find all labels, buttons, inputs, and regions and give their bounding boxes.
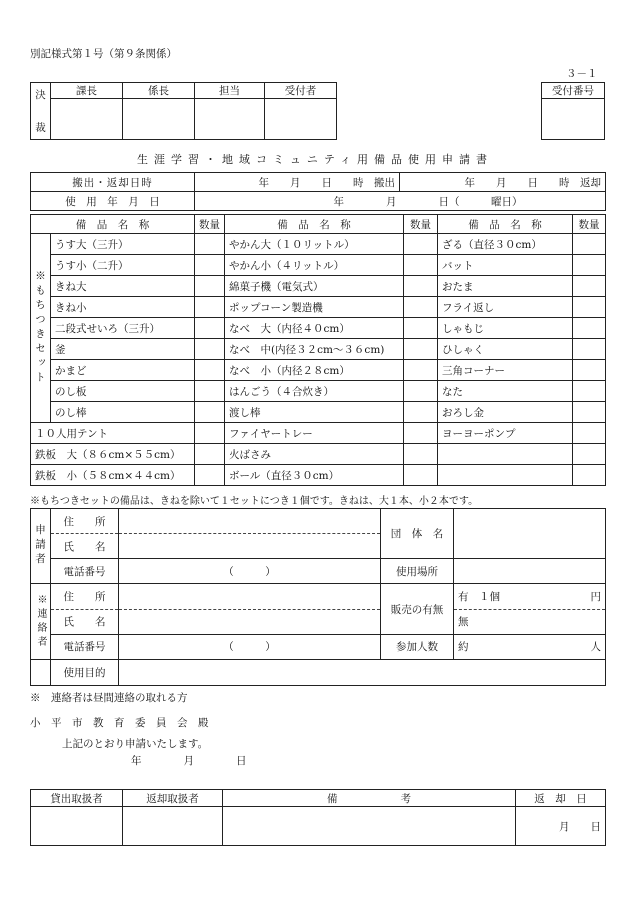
quantity-field[interactable]	[573, 402, 606, 423]
quantity-field[interactable]	[404, 423, 438, 444]
equipment-row	[31, 255, 606, 276]
equipment-name: 鉄板 大（８６cm×５５cm）	[31, 444, 195, 465]
page-number: ３－１	[566, 68, 598, 80]
quantity-field[interactable]	[195, 255, 225, 276]
equipment-name: きね大	[51, 276, 195, 297]
equipment-name: かまど	[51, 360, 195, 381]
return-handler-label: 返却取扱者	[123, 790, 223, 807]
sales-no-label: 無	[458, 616, 469, 629]
quantity-field[interactable]	[404, 360, 438, 381]
equipment-row	[31, 276, 606, 297]
sales-yes-label: 有 １個	[458, 590, 500, 603]
decision-cell	[31, 83, 51, 140]
equipment-name: やかん大（１０リットル）	[225, 234, 404, 255]
equipment-name: なた	[438, 381, 573, 402]
approval-table	[30, 82, 337, 140]
equipment-name: フライ返し	[438, 297, 573, 318]
addressee: 小 平 市 教 育 委 員 会 殿	[30, 717, 209, 729]
quantity-field[interactable]	[573, 297, 606, 318]
quantity-field[interactable]	[195, 444, 225, 465]
sales-yes-field[interactable]	[454, 584, 606, 609]
equipment-name: 鉄板 小（５８cm×４４cm）	[31, 465, 195, 486]
applicant-name-label: 氏 名	[51, 534, 119, 559]
equipment-name-header: 備 品 名 称	[438, 215, 573, 234]
sales-label: 販売の有無	[381, 584, 454, 634]
equipment-name: なべ 大（内径４０cm）	[225, 318, 404, 339]
remarks-label: 備 考	[223, 790, 516, 807]
remarks-field[interactable]	[223, 807, 516, 846]
contact-address-field[interactable]	[119, 584, 381, 609]
purpose-label: 使用目的	[51, 659, 119, 685]
place-field[interactable]	[454, 559, 606, 584]
equipment-row	[31, 444, 606, 465]
equipment-name	[438, 465, 573, 486]
carry-in-field[interactable]: 年 月 日 時 返却	[400, 173, 606, 192]
equipment-row	[31, 381, 606, 402]
contact-side-label: ※連絡者	[31, 584, 51, 659]
mochitsuki-set-label: ※もちつきセット	[31, 234, 51, 423]
contact-phone-field[interactable]: （ ）	[119, 634, 381, 659]
equipment-name: おたま	[438, 276, 573, 297]
approval-col-head: 受付者	[265, 83, 337, 99]
quantity-field[interactable]	[404, 339, 438, 360]
participants-unit: 人	[590, 641, 601, 654]
equipment-name: 釜	[51, 339, 195, 360]
approval-col-head: 係長	[123, 83, 195, 99]
equipment-name: 火ばさみ	[225, 444, 404, 465]
equipment-name: うす大（三升）	[51, 234, 195, 255]
quantity-field[interactable]	[404, 297, 438, 318]
quantity-field[interactable]	[404, 234, 438, 255]
equipment-name: のし板	[51, 381, 195, 402]
use-date-label: 使 用 年 月 日	[31, 192, 195, 211]
equipment-name: きね小	[51, 297, 195, 318]
equipment-name: ボール（直径３０cm）	[225, 465, 404, 486]
organization-label: 団 体 名	[381, 509, 454, 559]
equipment-name: 渡し棒	[225, 402, 404, 423]
equipment-row	[31, 339, 606, 360]
participants-approx: 約	[458, 641, 469, 654]
form-reference: 別記様式第１号（第９条関係）	[30, 48, 177, 60]
carry-out-field[interactable]: 年 月 日 時 搬出	[195, 173, 400, 192]
contact-phone-label: 電話番号	[51, 634, 119, 659]
equipment-name: ひしゃく	[438, 339, 573, 360]
approval-stamp-box[interactable]	[51, 99, 123, 140]
applicant-address-field[interactable]	[119, 509, 381, 534]
equipment-name: ポップコーン製造機	[225, 297, 404, 318]
quantity-field[interactable]	[573, 318, 606, 339]
quantity-field[interactable]	[573, 255, 606, 276]
quantity-field[interactable]	[573, 276, 606, 297]
quantity-field[interactable]	[195, 276, 225, 297]
lend-handler-label: 貸出取扱者	[31, 790, 123, 807]
decision-label-1: 決	[35, 89, 46, 101]
dates-table	[30, 172, 606, 211]
equipment-name: しゃもじ	[438, 318, 573, 339]
contact-address-label: 住 所	[51, 584, 119, 609]
quantity-field[interactable]	[404, 381, 438, 402]
approval-stamp-box[interactable]	[195, 99, 265, 140]
return-handler-field[interactable]	[123, 807, 223, 846]
approval-stamp-box[interactable]	[123, 99, 195, 140]
quantity-header: 数量	[404, 215, 438, 234]
equipment-row	[31, 297, 606, 318]
equipment-name: おろし金	[438, 402, 573, 423]
applicant-table	[30, 508, 606, 686]
equipment-name: やかん小（４リットル）	[225, 255, 404, 276]
quantity-field[interactable]	[195, 402, 225, 423]
quantity-field[interactable]	[573, 465, 606, 486]
use-date-field[interactable]: 年 月 日（ 曜日）	[195, 192, 606, 211]
quantity-field[interactable]	[404, 402, 438, 423]
quantity-field[interactable]	[404, 465, 438, 486]
quantity-field[interactable]	[195, 381, 225, 402]
mochitsuki-note: ※もちつきセットの備品は、きねを除いて１セットにつき１個です。きねは、大１本、小２本です。	[30, 496, 479, 507]
quantity-field[interactable]	[195, 360, 225, 381]
quantity-field[interactable]	[195, 465, 225, 486]
approval-col-head: 担当	[195, 83, 265, 99]
quantity-field[interactable]	[195, 318, 225, 339]
request-statement: 上記のとおり申請いたします。	[62, 738, 209, 750]
organization-field[interactable]	[454, 509, 606, 559]
equipment-row	[31, 465, 606, 486]
carry-datetime-label: 搬出・返却日時	[31, 173, 195, 192]
quantity-field[interactable]	[195, 297, 225, 318]
equipment-name-header: 備 品 名 称	[31, 215, 195, 234]
receipt-number-label: 受付番号	[542, 83, 605, 99]
quantity-field[interactable]	[573, 360, 606, 381]
sales-yen-unit: 円	[590, 590, 601, 603]
participants-field[interactable]	[454, 634, 606, 659]
equipment-name: 綿菓子機（電気式）	[225, 276, 404, 297]
quantity-field[interactable]	[573, 423, 606, 444]
quantity-field[interactable]	[195, 423, 225, 444]
equipment-name: はんごう（４合炊き）	[225, 381, 404, 402]
equipment-name: 三角コーナー	[438, 360, 573, 381]
applicant-side-label: 申請者	[31, 509, 51, 584]
form-title: 生涯学習・地域コミュニティ用備品使用申請書	[137, 153, 493, 166]
handler-table	[30, 789, 606, 846]
equipment-row	[31, 402, 606, 423]
return-date-field[interactable]: 月 日	[516, 807, 606, 846]
receipt-number-table	[541, 82, 605, 140]
equipment-name	[438, 444, 573, 465]
equipment-name-header: 備 品 名 称	[225, 215, 404, 234]
equipment-name: ファイヤートレー	[225, 423, 404, 444]
equipment-name: １０人用テント	[31, 423, 195, 444]
contact-name-label: 氏 名	[51, 609, 119, 634]
applicant-phone-field[interactable]: （ ）	[119, 559, 381, 584]
approval-col-head: 課長	[51, 83, 123, 99]
quantity-field[interactable]	[404, 276, 438, 297]
quantity-field[interactable]	[195, 339, 225, 360]
return-date-label: 返 却 日	[516, 790, 606, 807]
equipment-name: バット	[438, 255, 573, 276]
place-label: 使用場所	[381, 559, 454, 584]
decision-label-2: 裁	[35, 122, 46, 134]
quantity-field[interactable]	[573, 381, 606, 402]
participants-label: 参加人数	[381, 634, 454, 659]
quantity-header: 数量	[573, 215, 606, 234]
quantity-field[interactable]	[573, 234, 606, 255]
equipment-name: なべ 中(内径３２cm～３６cm)	[225, 339, 404, 360]
equipment-name: ヨーヨーポンプ	[438, 423, 573, 444]
quantity-field[interactable]	[573, 339, 606, 360]
quantity-field[interactable]	[195, 234, 225, 255]
contact-note: ※ 連絡者は昼間連絡の取れる方	[30, 692, 188, 704]
application-date[interactable]: 年 月 日	[131, 755, 247, 767]
purpose-field[interactable]	[119, 659, 606, 685]
quantity-field[interactable]	[573, 444, 606, 465]
equipment-row	[31, 318, 606, 339]
receipt-number-box[interactable]	[542, 99, 605, 140]
lend-handler-field[interactable]	[31, 807, 123, 846]
equipment-name: ざる（直径３０cm）	[438, 234, 573, 255]
applicant-name-field[interactable]	[119, 534, 381, 559]
equipment-name: うす小（二升）	[51, 255, 195, 276]
equipment-table	[30, 214, 606, 486]
equipment-name: なべ 小（内径２８cm）	[225, 360, 404, 381]
contact-name-field[interactable]	[119, 609, 381, 634]
equipment-name: 二段式せいろ（三升）	[51, 318, 195, 339]
equipment-row	[31, 234, 606, 255]
approval-stamp-box[interactable]	[265, 99, 337, 140]
equipment-name: のし棒	[51, 402, 195, 423]
quantity-header: 数量	[195, 215, 225, 234]
quantity-field[interactable]	[404, 444, 438, 465]
applicant-phone-label: 電話番号	[51, 559, 119, 584]
quantity-field[interactable]	[404, 255, 438, 276]
equipment-row	[31, 423, 606, 444]
sales-no-field[interactable]	[454, 609, 606, 634]
purpose-spacer	[31, 659, 51, 685]
applicant-address-label: 住 所	[51, 509, 119, 534]
equipment-row	[31, 360, 606, 381]
quantity-field[interactable]	[404, 318, 438, 339]
